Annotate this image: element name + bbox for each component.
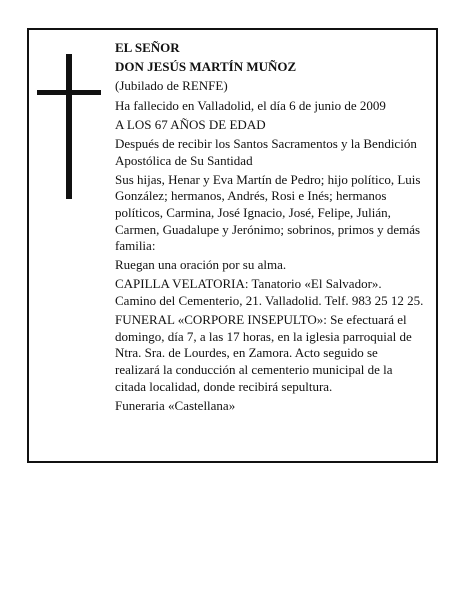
obituary-notice [27,28,438,463]
deceased-name: DON JESÚS MARTÍN MUÑOZ [115,59,297,75]
funeral-info: FUNERAL «CORPORE INSEPULTO»: Se efectuará el domingo, día 7, a las 17 horas, en la iglesia parroquial de Ntra. Sra. de Lourdes, en Zamora. Acto seguido se realizará la conducción al cementerio municipal de la citada localidad, donde recibirá sepultura. [115,312,412,394]
funeral-home: Funeraria «Castellana» [115,397,236,413]
chapel-info: CAPILLA VELATORIA: Tanatorio «El Salvador». Camino del Cementerio, 21. Valladolid. Telf. 983 25 12 25. [115,276,424,309]
prayer-request: Ruegan una oración por su alma. [115,257,287,273]
cross-vertical-bar [66,54,72,199]
sacraments-statement: Después de recibir los Santos Sacramentos y la Bendición Apostólica de Su Santidad [115,135,417,168]
role-note: (Jubilado de RENFE) [115,78,228,94]
family-list: Sus hijas, Henar y Eva Martín de Pedro; hijo político, Luis González; hermanos, Andrés, Rosi e Inés; hermanos políticos, Carmina, José Ignacio, José, Felipe, Julián, Carmen, Guadalupe y Jerónimo; sobrinos, primos y demás familia: [115,171,421,254]
death-statement: Ha fallecido en Valladolid, el día 6 de junio de 2009 [115,97,386,113]
notice-text [115,40,425,417]
cross-icon [37,54,101,199]
title-line-1: EL SEÑOR [115,40,180,55]
cross-horizontal-bar [37,90,101,95]
age-statement: A LOS 67 AÑOS DE EDAD [115,116,266,132]
